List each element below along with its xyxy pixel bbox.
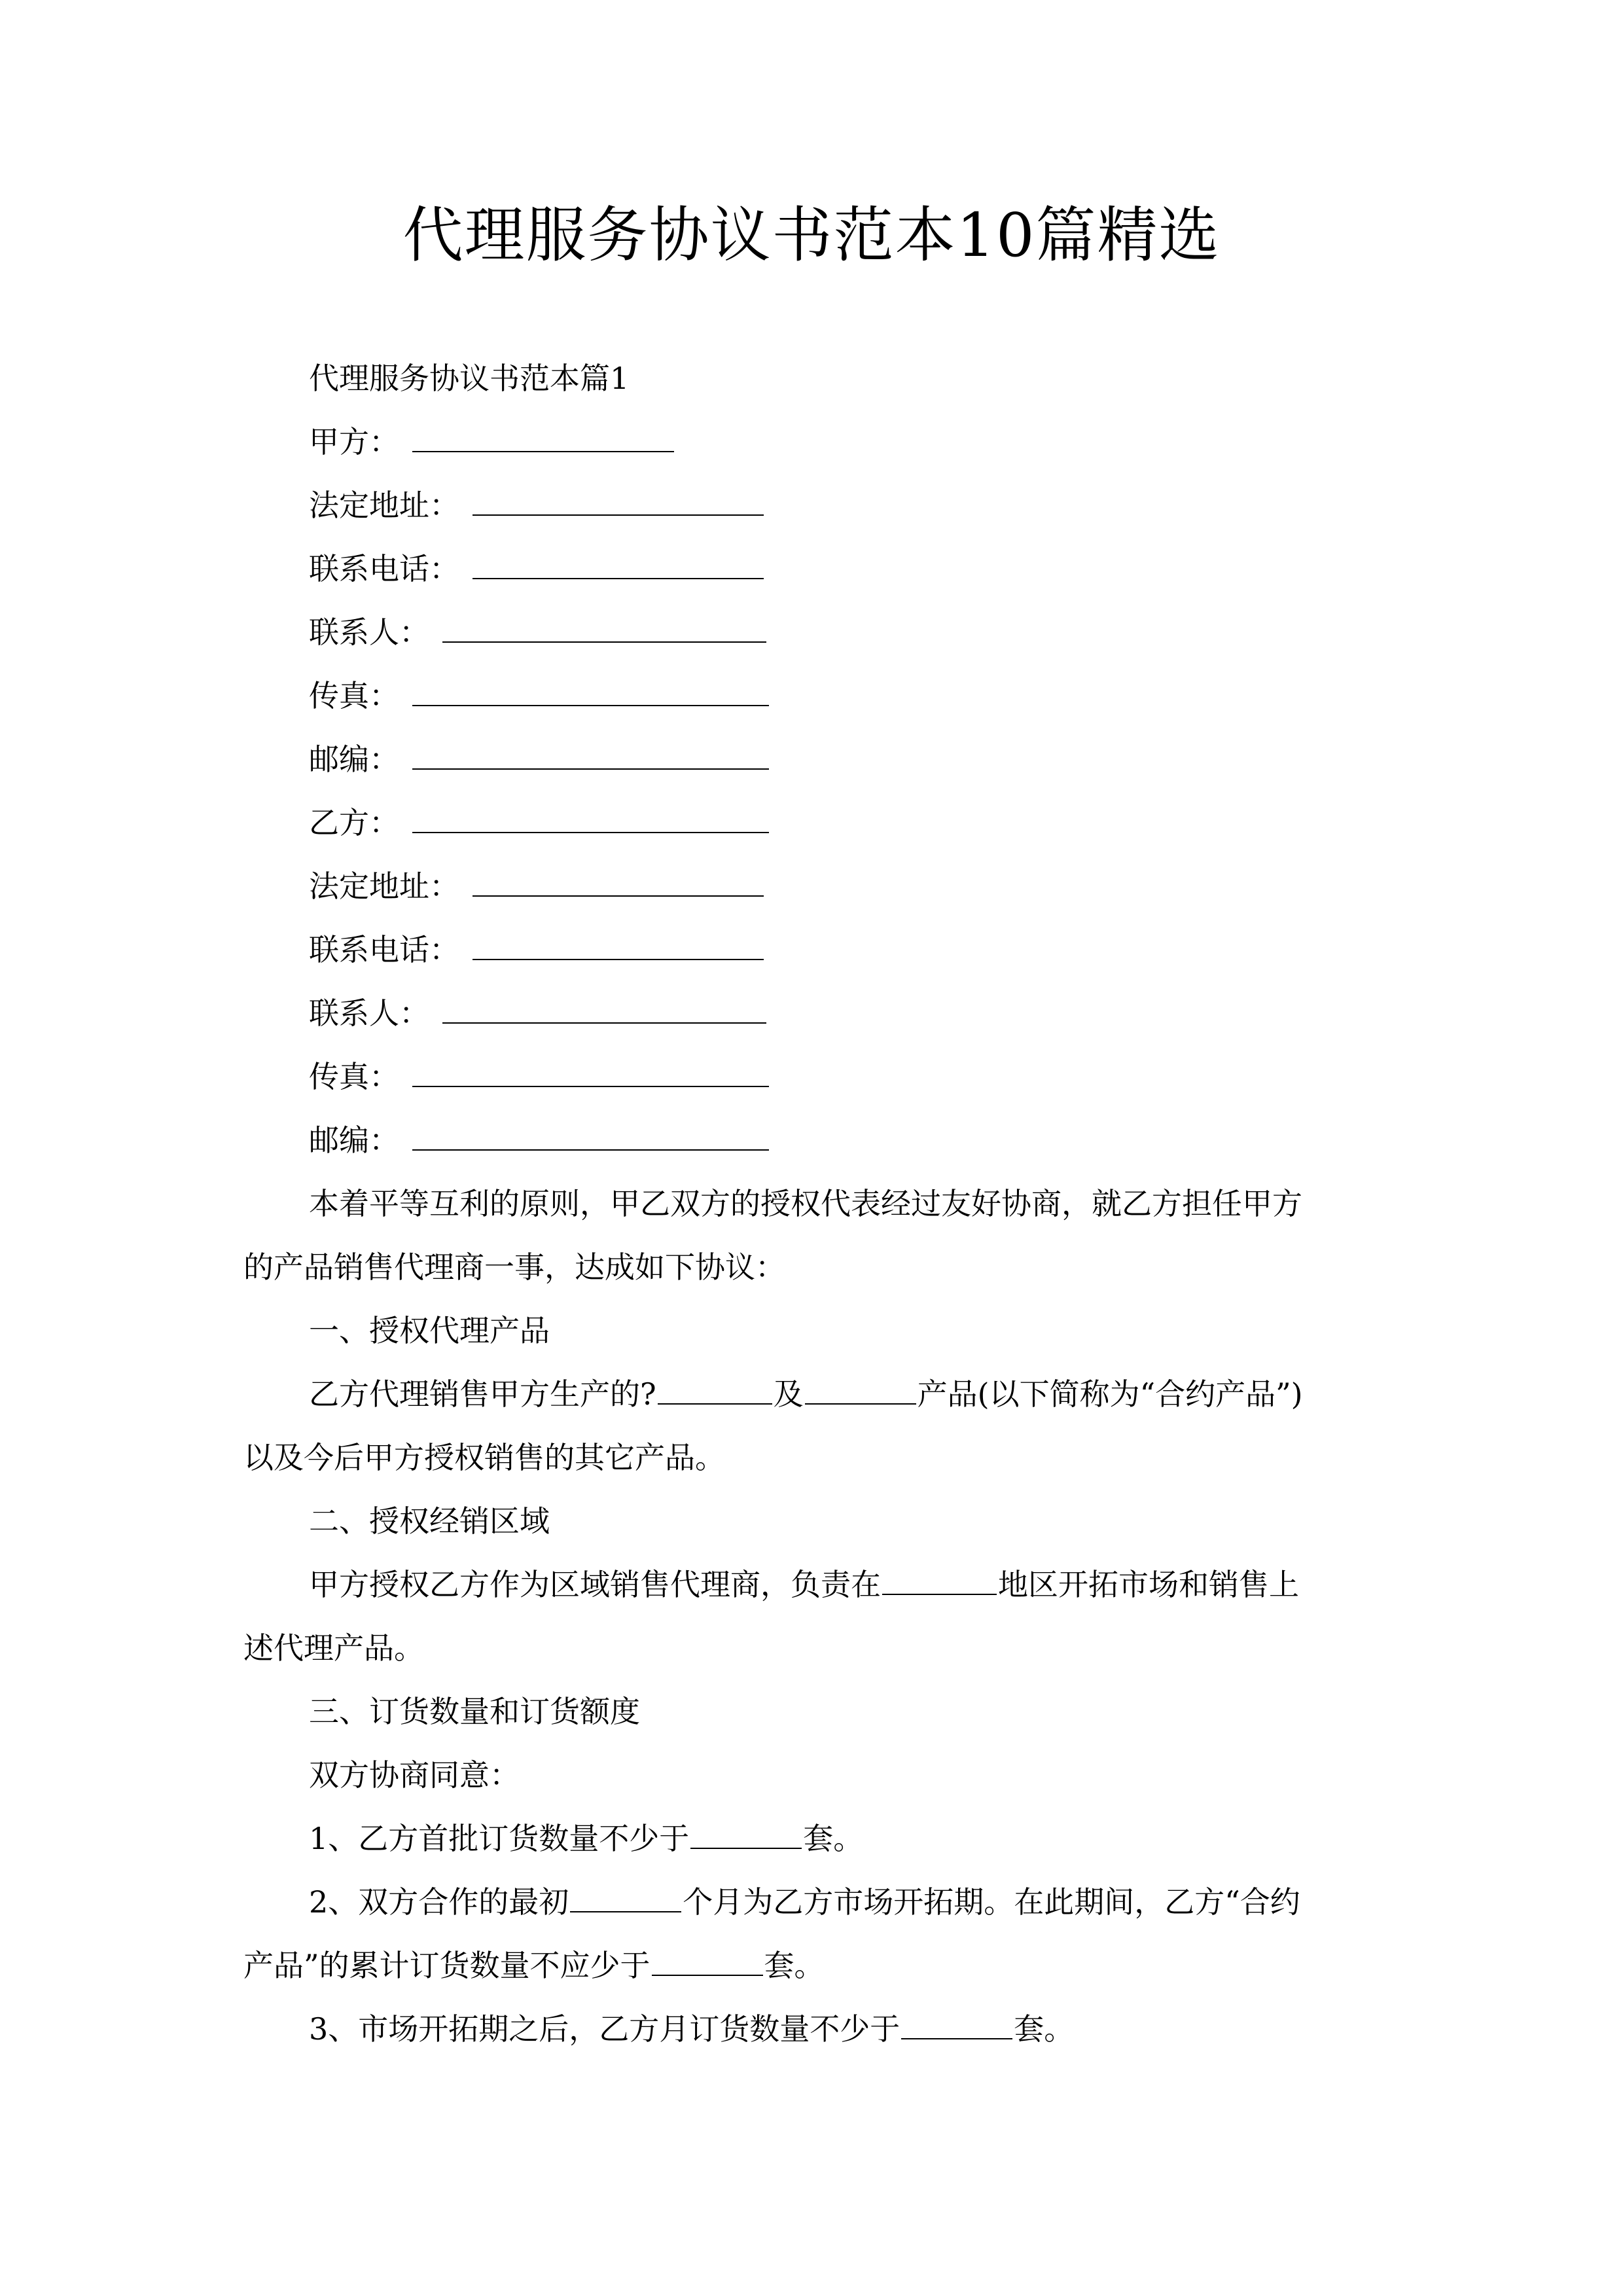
clause-text: 乙方代理销售甲方生产的?: [309, 1376, 656, 1412]
party-a-address-field: [243, 474, 1415, 537]
clause-3-heading: 三、订货数量和订货额度: [309, 1694, 640, 1729]
clause-3-item-3: [243, 1998, 1415, 2061]
first-order-blank[interactable]: [690, 1821, 802, 1849]
party-a-postcode-field: [243, 728, 1415, 791]
address-blank[interactable]: [473, 474, 764, 516]
party-b-phone-field: [243, 918, 1415, 982]
clause-3-agree: 双方协商同意：: [309, 1757, 520, 1793]
clause-2-line-1: [243, 1553, 1415, 1617]
clause-text: 套。: [764, 1948, 825, 1983]
clause-text: 套。: [803, 1821, 864, 1856]
clause-text: 套。: [1014, 2011, 1075, 2047]
contact-blank[interactable]: [442, 982, 766, 1024]
months-blank[interactable]: [570, 1885, 681, 1912]
clause-text: 甲方授权乙方作为区域销售代理商，负责在: [309, 1567, 881, 1602]
document-title: 代理服务协议书范本10篇精选: [402, 200, 1221, 270]
party-b-fax-field: [243, 1045, 1415, 1109]
address-blank[interactable]: [473, 855, 764, 897]
clause-text: 2、双方合作的最初: [309, 1884, 569, 1920]
party-a-blank[interactable]: [412, 410, 674, 452]
cumulative-order-blank[interactable]: [652, 1948, 763, 1976]
clause-1-heading: 一、授权代理产品: [309, 1313, 550, 1348]
clause-text: 地区开拓市场和销售上: [998, 1567, 1299, 1602]
party-a-contact-field: [243, 601, 1415, 664]
field-label: 联系电话：: [309, 932, 459, 967]
party-b-contact-field: [243, 982, 1415, 1045]
clause-text: 产品”的累计订货数量不应少于: [243, 1948, 651, 1983]
clause-3-item-2-cont: [243, 1934, 1415, 1998]
field-label: 邮编：: [309, 1122, 399, 1158]
section-heading: 代理服务协议书范本篇1: [309, 361, 630, 396]
party-a-phone-field: [243, 537, 1415, 601]
fax-blank[interactable]: [412, 1045, 769, 1087]
field-label: 邮编：: [309, 742, 399, 777]
postcode-blank[interactable]: [412, 1109, 769, 1151]
party-b-postcode-field: [243, 1109, 1415, 1172]
field-label: 法定地址：: [309, 488, 459, 523]
clause-text: 产品(以下简称为“合约产品”): [917, 1376, 1303, 1412]
fax-blank[interactable]: [412, 664, 769, 706]
field-label: 联系人：: [309, 996, 429, 1031]
clause-text: 1、乙方首批订货数量不少于: [309, 1821, 690, 1856]
field-label: 法定地址：: [309, 869, 459, 904]
phone-blank[interactable]: [473, 918, 764, 960]
clause-1-line-1: [243, 1363, 1415, 1426]
field-label: 乙方：: [309, 805, 399, 840]
phone-blank[interactable]: [473, 537, 764, 579]
clause-2-line-2: 述代理产品。: [243, 1630, 424, 1666]
clause-1-line-2: 以及今后甲方授权销售的其它产品。: [243, 1440, 725, 1475]
intro-line-2: 的产品销售代理商一事，达成如下协议：: [243, 1249, 785, 1285]
clause-3-item-1: [243, 1807, 1415, 1871]
monthly-order-blank[interactable]: [901, 2012, 1012, 2039]
field-label: 传真：: [309, 678, 399, 713]
field-label: 联系电话：: [309, 551, 459, 586]
product-blank-2[interactable]: [805, 1377, 916, 1405]
product-blank-1[interactable]: [658, 1377, 772, 1405]
contact-blank[interactable]: [442, 601, 766, 643]
party-a-field: [243, 410, 1415, 474]
clause-text: 3、市场开拓期之后，乙方月订货数量不少于: [309, 2011, 901, 2047]
party-b-blank[interactable]: [412, 791, 769, 833]
clause-2-heading: 二、授权经销区域: [309, 1503, 550, 1539]
party-a-fax-field: [243, 664, 1415, 728]
party-b-address-field: [243, 855, 1415, 918]
clause-3-item-2: [243, 1871, 1415, 1934]
intro-line-1: 本着平等互利的原则，甲乙双方的授权代表经过友好协商，就乙方担任甲方: [309, 1186, 1302, 1221]
field-label: 甲方：: [309, 424, 399, 459]
document-body: [243, 347, 1415, 2061]
party-b-field: [243, 791, 1415, 855]
postcode-blank[interactable]: [412, 728, 769, 770]
field-label: 联系人：: [309, 615, 429, 650]
field-label: 传真：: [309, 1059, 399, 1094]
clause-text: 个月为乙方市场开拓期。在此期间，乙方“合约: [683, 1884, 1300, 1920]
region-blank[interactable]: [882, 1568, 997, 1595]
clause-text: 及: [773, 1376, 804, 1412]
